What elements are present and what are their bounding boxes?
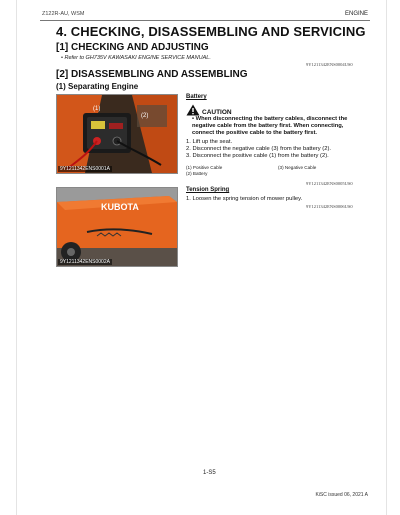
battery-illustration xyxy=(57,95,177,173)
header-divider xyxy=(40,20,370,21)
battery-step-1: 1. Lift up the seat. xyxy=(186,139,233,145)
page-number: 1-S5 xyxy=(203,470,216,476)
code-checking: 9Y1211342ENS0004US0 xyxy=(306,62,353,67)
code-battery: 9Y1211342ENS0005US0 xyxy=(306,181,353,186)
part-battery: (2) Battery xyxy=(186,171,208,176)
header-model: Z122R-AU, WSM xyxy=(42,11,85,17)
tension-spring-photo xyxy=(56,187,178,267)
header-section: ENGINE xyxy=(344,11,368,17)
caution-icon xyxy=(186,104,200,116)
page-title: 4. CHECKING, DISASSEMBLING AND SERVICING xyxy=(56,24,366,39)
caution-text: • When disconnecting the battery cables, disconnect the negative cable from the battery first. When connecting, connect the positive cable to the battery first. xyxy=(192,116,348,136)
mower-deck-illustration xyxy=(57,188,177,266)
code-tension-spring: 9Y1211342ENS0006US0 xyxy=(306,204,353,209)
subsection-separating-engine: (1) Separating Engine xyxy=(56,82,139,91)
kubota-brand: KUBOTA xyxy=(101,202,139,212)
battery-step-2: 2. Disconnect the negative cable (3) from the battery (2). xyxy=(186,146,331,152)
issue-note: KiSC issued 06, 2021 A xyxy=(315,492,368,498)
section-checking-heading: [1] CHECKING AND ADJUSTING xyxy=(56,42,209,53)
reference-note: • Refer to GH735V KAWASAKI ENGINE SERVICE MANUAL. xyxy=(61,55,211,61)
tension-spring-photo-caption: 9Y1211342ENS0002A xyxy=(60,259,110,265)
caution-text-body: When disconnecting the battery cables, disconnect the negative cable from the battery first. When connecting, connect the positive cable to the battery first. xyxy=(192,116,348,136)
battery-step-3: 3. Disconnect the positive cable (1) from the battery (2). xyxy=(186,153,329,159)
section-disassembling-heading: [2] DISASSEMBLING AND ASSEMBLING xyxy=(56,69,248,80)
caution-title: CAUTION xyxy=(202,109,232,116)
part-positive-cable: (1) Positive Cable xyxy=(186,165,223,170)
battery-photo-caption: 9Y1211342ENS0001A xyxy=(60,166,110,172)
part-negative-cable: (3) Negative Cable xyxy=(278,165,317,170)
battery-photo xyxy=(56,94,178,174)
battery-title: Battery xyxy=(186,94,207,100)
tension-spring-title: Tension Spring xyxy=(186,187,230,193)
reference-note-text: Refer to GH735V KAWASAKI ENGINE SERVICE MANUAL. xyxy=(64,55,211,61)
tension-spring-step-1: 1. Loosen the spring tension of mower pulley. xyxy=(186,196,303,202)
callout-2: (2) xyxy=(141,113,149,119)
callout-1: (1) xyxy=(93,106,101,112)
